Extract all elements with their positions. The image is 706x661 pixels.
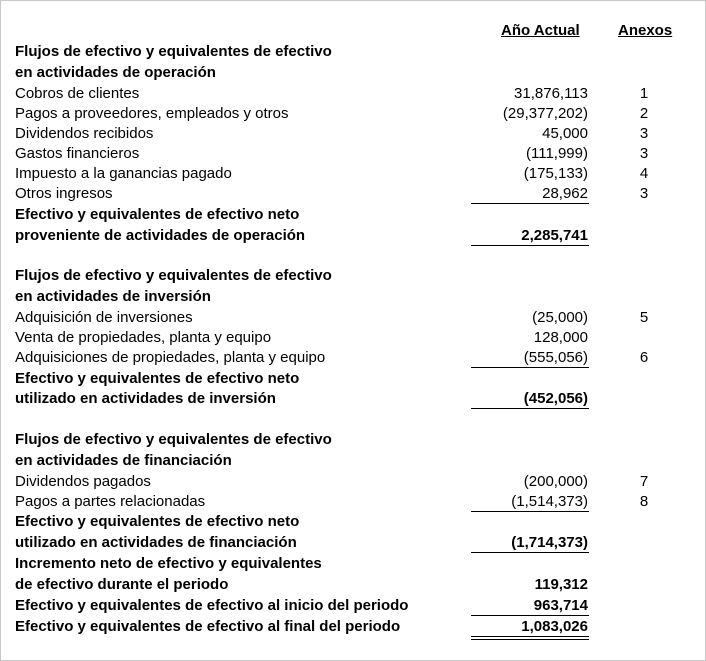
- row-label: Efectivo y equivalentes de efectivo al inicio del periodo: [15, 597, 409, 614]
- column-header-amount: Año Actual: [501, 22, 580, 39]
- row-label: Gastos financieros: [15, 145, 140, 162]
- row-amount: 31,876,113: [514, 85, 588, 102]
- underline-rule: [471, 203, 589, 204]
- statement-row: [0, 617, 706, 637]
- row-note-ref: 6: [639, 349, 649, 366]
- row-note-ref: 3: [639, 145, 649, 162]
- row-note-ref: 3: [639, 125, 649, 142]
- underline-rule: [471, 511, 589, 512]
- underline-rule: [471, 615, 589, 616]
- row-label: Dividendos pagados: [15, 473, 151, 490]
- statement-row: [0, 246, 706, 266]
- row-label: en actividades de operación: [15, 64, 216, 81]
- row-label: Venta de propiedades, planta y equipo: [15, 329, 272, 346]
- row-label: utilizado en actividades de financiación: [15, 534, 297, 551]
- row-amount: (1,714,373): [511, 534, 588, 551]
- row-amount: 1,083,026: [521, 618, 588, 635]
- column-header-notes: Anexos: [618, 22, 673, 39]
- row-amount: (111,999): [526, 145, 588, 162]
- row-amount: (452,056): [523, 390, 588, 407]
- statement-row: [0, 430, 706, 450]
- row-label: Impuesto a la ganancias pagado: [15, 165, 232, 182]
- row-label: Pagos a partes relacionadas: [15, 493, 206, 510]
- row-amount: 2,285,741: [521, 227, 588, 244]
- row-label: Otros ingresos: [15, 185, 113, 202]
- row-amount: 128,000: [533, 329, 588, 346]
- statement-row: [0, 226, 706, 246]
- row-label: proveniente de actividades de operación: [15, 227, 306, 244]
- row-amount: (29,377,202): [502, 105, 588, 122]
- statement-row: [0, 205, 706, 225]
- statement-row: [0, 348, 706, 368]
- double-underline: [471, 636, 589, 640]
- row-note-ref: 1: [639, 85, 649, 102]
- row-label: en actividades de inversión: [15, 288, 211, 305]
- row-label: Efectivo y equivalentes de efectivo neto: [15, 206, 300, 223]
- statement-row: [0, 266, 706, 286]
- statement-row: [0, 575, 706, 595]
- statement-row: [0, 63, 706, 83]
- row-note-ref: 2: [639, 105, 649, 122]
- row-label: de efectivo durante el periodo: [15, 576, 229, 593]
- statement-row: [0, 451, 706, 471]
- statement-row: [0, 596, 706, 616]
- row-amount: (1,514,373): [511, 493, 588, 510]
- underline-rule: [471, 367, 589, 368]
- underline-rule: [471, 552, 589, 553]
- row-label: Cobros de clientes: [15, 85, 140, 102]
- statement-row: [0, 42, 706, 62]
- row-label: en actividades de financiación: [15, 452, 232, 469]
- statement-row: [0, 554, 706, 574]
- row-label: Incremento neto de efectivo y equivalentes: [15, 555, 322, 572]
- row-amount: 45,000: [542, 125, 588, 142]
- statement-row: [0, 287, 706, 307]
- row-note-ref: 5: [639, 309, 649, 326]
- statement-row: [0, 389, 706, 409]
- row-amount: (175,133): [523, 165, 588, 182]
- row-amount: (200,000): [523, 473, 588, 490]
- row-note-ref: 4: [639, 165, 649, 182]
- underline-rule: [471, 408, 589, 409]
- row-label: Flujos de efectivo y equivalentes de efectivo: [15, 43, 332, 60]
- row-label: Efectivo y equivalentes de efectivo neto: [15, 370, 300, 387]
- row-amount: (555,056): [523, 349, 588, 366]
- row-label: Adquisición de inversiones: [15, 309, 193, 326]
- row-label: Pagos a proveedores, empleados y otros: [15, 105, 289, 122]
- statement-row: [0, 164, 706, 184]
- statement-row: [0, 308, 706, 328]
- row-label: Efectivo y equivalentes de efectivo neto: [15, 513, 300, 530]
- statement-row: [0, 533, 706, 553]
- statement-row: [0, 144, 706, 164]
- row-amount: 28,962: [542, 185, 588, 202]
- row-note-ref: 3: [639, 185, 649, 202]
- row-note-ref: 8: [639, 493, 649, 510]
- statement-row: [0, 409, 706, 429]
- statement-row: [0, 472, 706, 492]
- statement-row: [0, 492, 706, 512]
- row-amount: 119,312: [534, 576, 588, 593]
- row-label: utilizado en actividades de inversión: [15, 390, 276, 407]
- row-amount: 963,714: [533, 597, 588, 614]
- underline-rule: [471, 245, 589, 246]
- statement-row: [0, 84, 706, 104]
- row-label: Dividendos recibidos: [15, 125, 154, 142]
- statement-row: [0, 328, 706, 348]
- row-note-ref: 7: [639, 473, 649, 490]
- row-label: Adquisiciones de propiedades, planta y equipo: [15, 349, 326, 366]
- statement-row: [0, 124, 706, 144]
- row-amount: (25,000): [532, 309, 588, 326]
- statement-row: [0, 104, 706, 124]
- row-label: Flujos de efectivo y equivalentes de efectivo: [15, 431, 332, 448]
- statement-row: [0, 512, 706, 532]
- row-label: Efectivo y equivalentes de efectivo al final del periodo: [15, 618, 401, 635]
- row-label: Flujos de efectivo y equivalentes de efectivo: [15, 267, 332, 284]
- statement-row: [0, 369, 706, 389]
- statement-row: [0, 184, 706, 204]
